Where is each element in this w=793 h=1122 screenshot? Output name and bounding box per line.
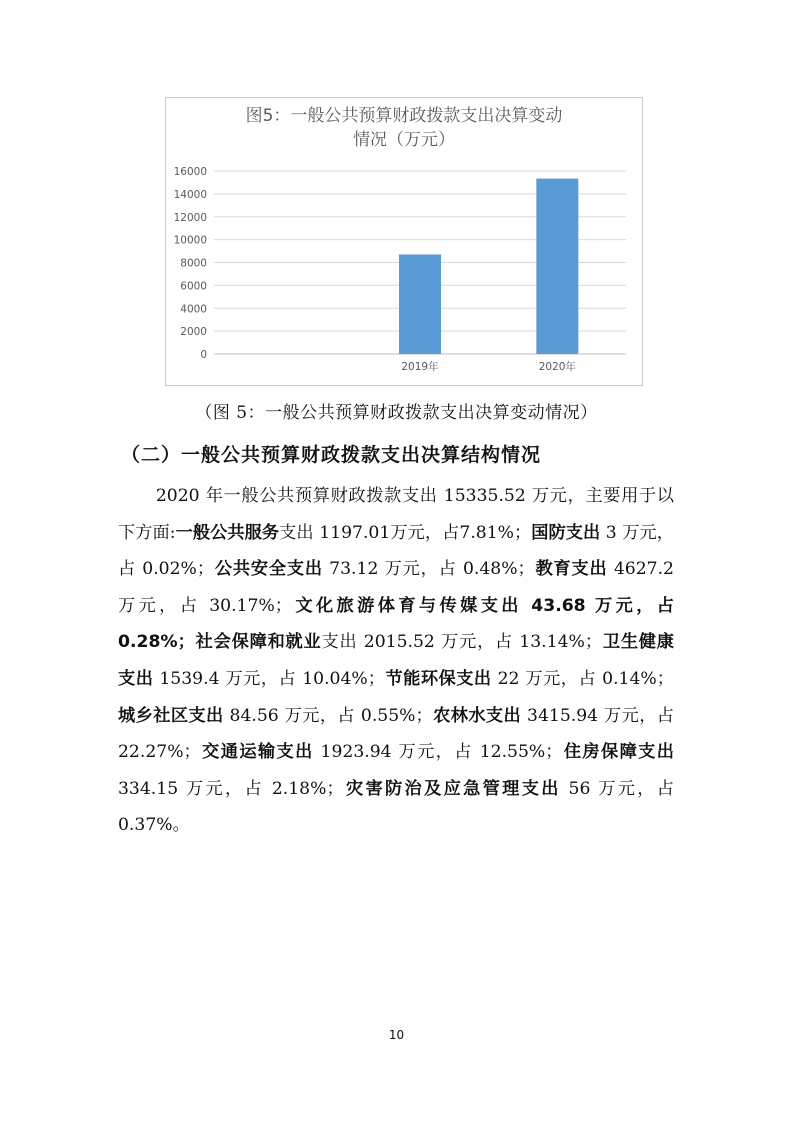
y-tick-label: 6000	[180, 280, 207, 293]
y-tick-label: 16000	[173, 166, 207, 178]
body-text-run: 22 万元，占 0.14%；	[491, 668, 674, 689]
bar-2020年	[536, 179, 578, 354]
bold-category-text: 农林水支出	[432, 705, 522, 726]
bold-category-text: 教育支出	[534, 559, 608, 580]
bold-category-text: 城乡社区支出	[118, 705, 224, 726]
bold-category-text: 节能环保支出	[384, 668, 492, 689]
bar-2019年	[399, 254, 441, 354]
bold-category-text: 公共安全支出	[214, 559, 323, 580]
x-tick-label: 2019年	[401, 361, 439, 373]
y-tick-label: 4000	[180, 303, 207, 316]
page-number: 10	[388, 1028, 405, 1042]
body-text-run: 2020 年一般公共预算财政拨款支出 15335.52 万元，主要用于以下方面:	[118, 486, 674, 543]
bold-category-text: 卫生健康支出	[118, 632, 674, 689]
section-heading: （二）一般公共预算财政拨款支出决算结构情况	[121, 444, 542, 466]
y-tick-label: 8000	[180, 257, 207, 270]
bold-category-text: 国防支出	[531, 522, 601, 543]
bold-category-text: 灾害防治及应急管理支出	[343, 778, 561, 799]
body-paragraph	[118, 478, 674, 844]
body-text-run: 1923.94 万元，占 12.55%；	[313, 742, 563, 763]
x-tick-label: 2020年	[538, 361, 576, 373]
body-text-run: 3 万元，占 0.02%；	[118, 522, 674, 580]
y-tick-label: 10000	[173, 234, 207, 247]
body-text-run: 支出 1197.01万元，占7.81%；	[279, 522, 532, 543]
body-text-run: 支出 2015.52 万元，占 13.14%；	[321, 632, 603, 653]
bold-category-text: 交通运输支出	[200, 742, 314, 763]
chart-title-line2: 情况（万元）	[353, 130, 455, 150]
body-text-run: 3415.94 万元，占 22.27%；	[118, 705, 674, 763]
body-text-run: 1539.4 万元，占 10.04%；	[153, 668, 385, 689]
bold-category-text: 社会保障和就业	[194, 632, 322, 653]
body-text-run: 73.12 万元，占 0.48%；	[322, 559, 535, 580]
chart-figure	[165, 97, 643, 386]
bold-category-text: 文化旅游体育与传媒支出 43.68 万元，占 0.28%；	[118, 595, 674, 653]
body-text-run: 56 万元，占 0.37%。	[118, 778, 674, 836]
y-tick-label: 12000	[173, 211, 207, 224]
body-text-run: 84.56 万元，占 0.55%；	[223, 705, 433, 726]
figure-caption: （图 5：一般公共预算财政拨款支出决算变动情况）	[195, 403, 598, 423]
body-text	[118, 478, 674, 844]
body-text-run: 334.15 万元，占 2.18%；	[118, 778, 344, 799]
y-tick-label: 14000	[173, 188, 207, 201]
body-text-run: 4627.2 万元，占 30.17%；	[118, 559, 674, 616]
bold-category-text: 一般公共服务	[175, 522, 280, 543]
y-tick-label: 2000	[180, 326, 207, 339]
bold-category-text: 住房保障支出	[562, 742, 674, 763]
y-tick-label: 0	[200, 349, 207, 361]
chart-title-line1: 图5：一般公共预算财政拨款支出决算变动	[245, 106, 563, 126]
chart-plot-area	[166, 98, 642, 385]
